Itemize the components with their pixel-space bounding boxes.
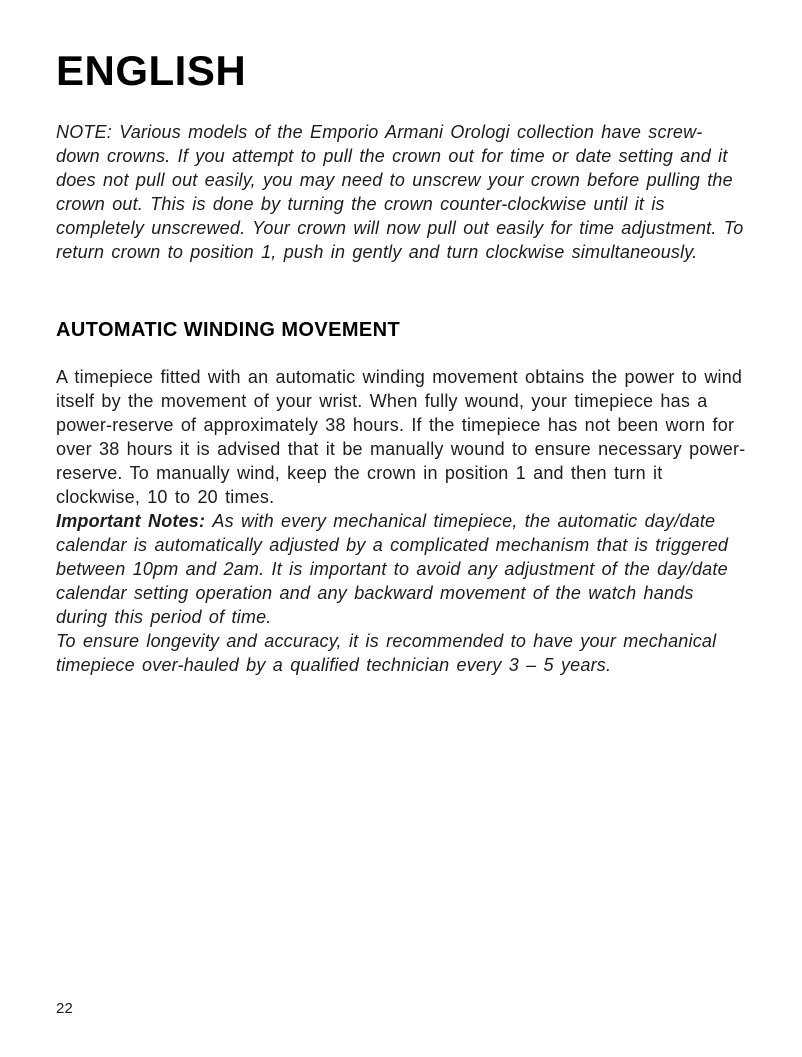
important-notes-label: Important Notes:: [56, 511, 213, 531]
language-heading: ENGLISH: [56, 47, 247, 94]
section-heading: AUTOMATIC WINDING MOVEMENT: [56, 319, 401, 341]
page-number: 22: [56, 1000, 74, 1017]
closing-paragraph: To ensure longevity and accuracy, it is recommended to have your mechanical timepiece over-hauled by a qualified technician every 3 – 5 years.: [56, 631, 717, 675]
important-notes-text: As with every mechanical timepiece, the automatic day/date calendar is automatically adjusted by a complicated mechanism that is triggered between 10pm and 2am. It is important to avoid any adjustment of the day/date calendar setting operation and any backward movement of the watch hands during this period of time.: [56, 511, 729, 627]
important-notes-paragraph: [56, 509, 746, 629]
section-body-paragraph: A timepiece fitted with an automatic winding movement obtains the power to wind itself by the movement of your wrist. When fully wound, your timepiece has a power-reserve of approximately 38 hours. If the timepiece has not been worn for over 38 hours it is advised that it be manually wound to ensure necessary power-reserve. To manually wind, keep the crown in position 1 and then turn it clockwise, 10 to 20 times.: [56, 367, 746, 507]
note-paragraph: NOTE: Various models of the Emporio Armani Orologi collection have screw-down crowns. If you attempt to pull the crown out for time or date setting and it does not pull out easily, you may need to unscrew your crown before pulling the crown out. This is done by turning the crown counter-clockwise until it is completely unscrewed. Your crown will now pull out easily for time adjustment. To return crown to position 1, push in gently and turn clockwise simultaneously.: [56, 122, 744, 262]
